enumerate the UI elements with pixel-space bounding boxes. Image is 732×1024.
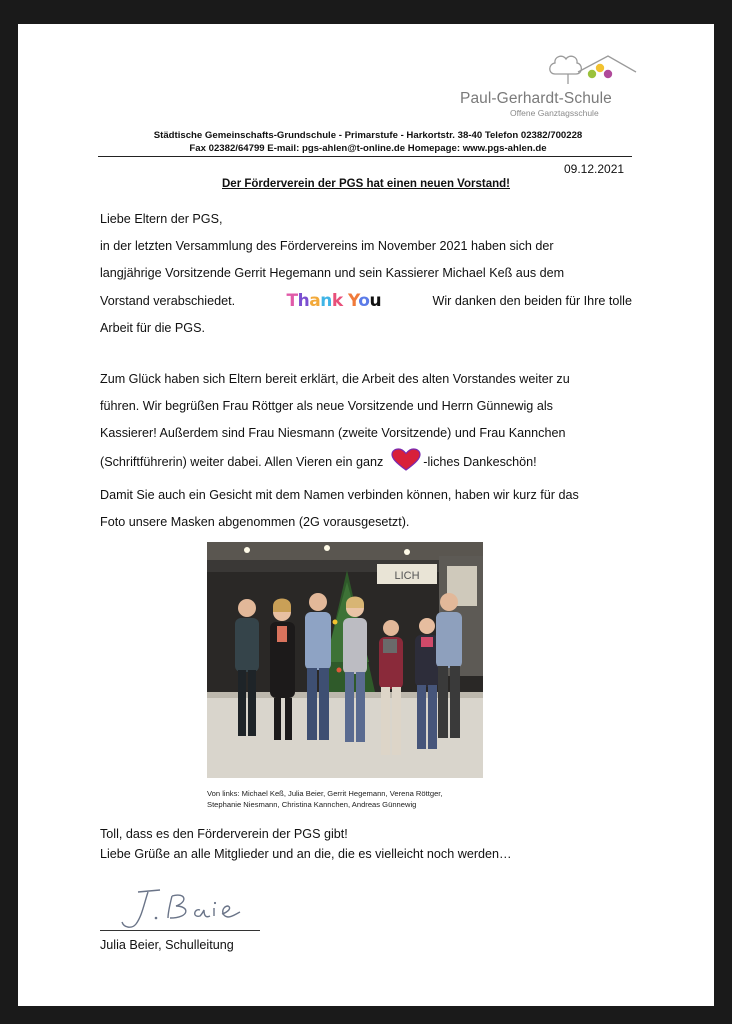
thank-you-letter: h — [297, 290, 310, 311]
text-line — [100, 260, 632, 287]
text-line-content: in der letzten Versammlung des Fördervereins im November 2021 haben sich der — [100, 239, 554, 254]
heart-icon — [391, 448, 421, 482]
thank-you-letter: Y — [348, 290, 359, 311]
text-line-content: (Schriftführerin) weiter dabei. Allen Vieren ein ganz — [100, 454, 384, 469]
greeting: Liebe Eltern der PGS, — [100, 212, 223, 226]
thank-you-letter: T — [286, 290, 298, 311]
signature-line — [100, 930, 260, 931]
thank-you-letter: n — [320, 290, 332, 311]
text-line: Foto unsere Masken abgenommen (2G vorausgesetzt). — [100, 515, 410, 530]
signature-name: Julia Beier, Schulleitung — [100, 938, 234, 952]
group-photo — [207, 542, 483, 778]
caption-line: Von links: Michael Keß, Julia Beier, Gerrit Hegemann, Verena Röttger, — [207, 789, 443, 798]
text-line: führen. Wir begrüßen Frau Röttger als neue Vorsitzende und Herrn Günnewig als — [100, 399, 553, 414]
text-line — [100, 233, 632, 260]
text-line: Kassierer! Außerdem sind Frau Niesmann (zweite Vorsitzende) und Frau Kannchen — [100, 426, 566, 441]
school-subtitle: Offene Ganztagsschule — [510, 108, 599, 118]
thank-you-letter: a — [309, 290, 321, 311]
text-line-content: -liches Dankeschön! — [423, 454, 537, 469]
address-line-1: Städtische Gemeinschafts-Grundschule - Primarstufe - Harkortstr. 38-40 Telefon 02382/700228 — [153, 130, 583, 141]
text-line-heart — [100, 448, 632, 482]
closing-line: Toll, dass es den Förderverein der PGS gibt! — [100, 827, 348, 841]
text-line: Damit Sie auch ein Gesicht mit dem Namen verbinden können, haben wir kurz für das — [100, 487, 579, 502]
text-line-content: Wir danken den beiden für Ihre tolle — [432, 293, 632, 308]
photo-caption — [207, 788, 507, 810]
text-line: Zum Glück haben sich Eltern bereit erklärt, die Arbeit des alten Vorstandes weiter zu — [100, 372, 570, 386]
thank-you-letter: k — [331, 290, 343, 311]
header-rule — [98, 156, 632, 157]
letter-date: 09.12.2021 — [564, 162, 625, 176]
closing-line: Liebe Grüße an alle Mitglieder und an die, die es vielleicht noch werden… — [100, 847, 512, 861]
thank-you-letter: u — [369, 290, 382, 311]
text-line-content: langjährige Vorsitzende Gerrit Hegemann und sein Kassierer Michael Keß aus dem — [100, 266, 565, 281]
paragraph-1 — [100, 206, 632, 342]
school-logo — [458, 52, 638, 122]
thank-you-letter: o — [358, 290, 370, 311]
school-name: Paul-Gerhardt-Schule — [460, 90, 612, 107]
caption-line: Stephanie Niesmann, Christina Kannchen, Andreas Günnewig — [207, 800, 417, 809]
text-line-content: Vorstand verabschiedet. — [100, 293, 236, 308]
address-line-2: Fax 02382/64799 E-mail: pgs-ahlen@t-online.de Homepage: www.pgs-ahlen.de — [189, 143, 547, 154]
thank-you-art — [287, 288, 382, 315]
paragraph-2 — [100, 366, 632, 536]
letter-page — [18, 24, 714, 1006]
closing — [100, 824, 632, 864]
letter-title: Der Förderverein der PGS hat einen neuen Vorstand! — [222, 178, 510, 190]
house-tree-icon — [458, 52, 638, 92]
text-line-thank-you — [100, 288, 632, 315]
photo-sign: LICH — [394, 570, 420, 582]
text-line: Arbeit für die PGS. — [100, 320, 205, 335]
